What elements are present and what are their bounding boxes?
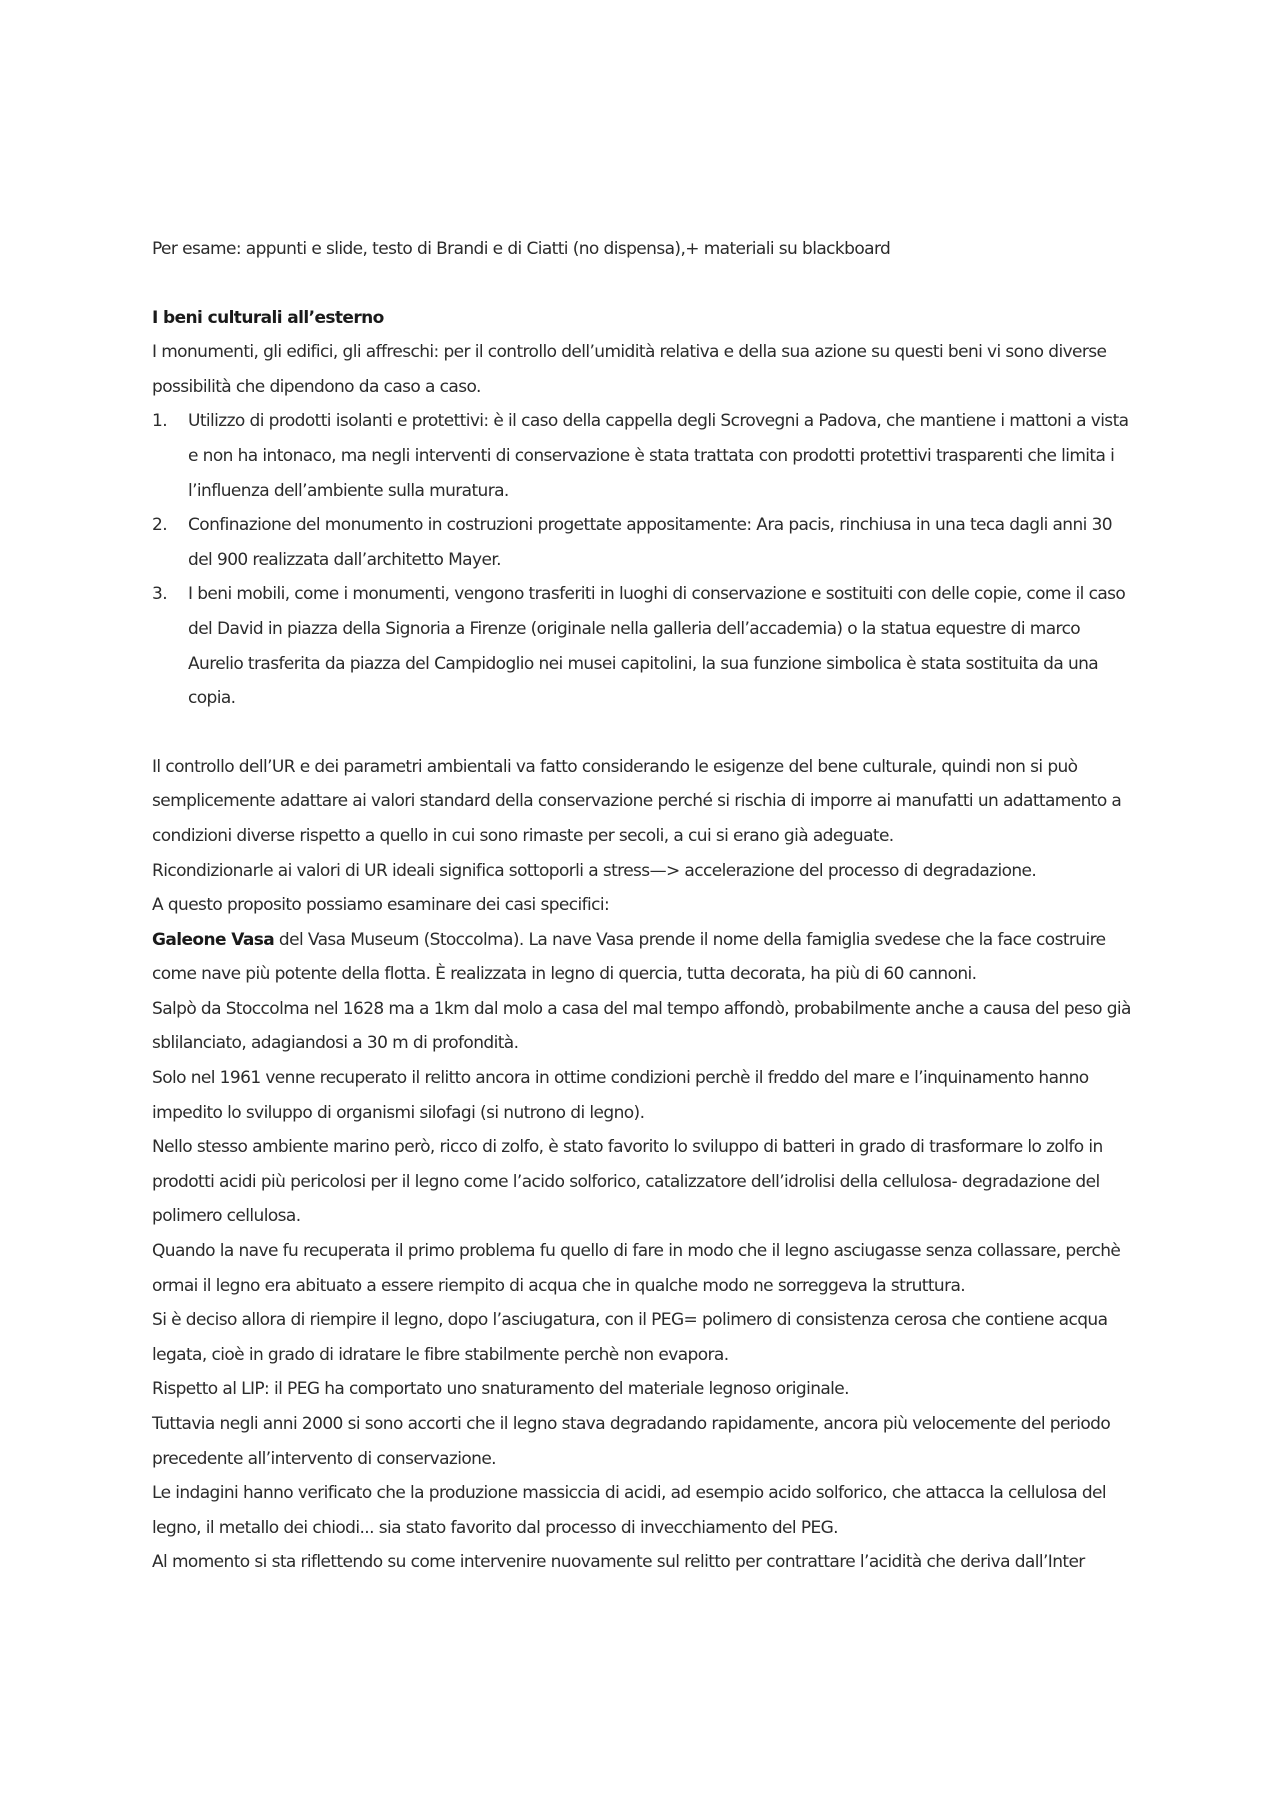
paragraph: Nello stesso ambiente marino però, ricco di zolfo, è stato favorito lo sviluppo di batteri in grado di trasformare lo zolfo in prodotti acidi più pericolosi per il legno come l’acido solforico, catalizzatore dell’idrolisi della cellulosa- degradazione del polimero cellulosa.: [152, 1137, 1103, 1227]
list-item: [152, 508, 1132, 577]
paragraph: A questo proposito possiamo esaminare dei casi specifici:: [152, 895, 610, 916]
paragraph: Rispetto al LIP: il PEG ha comportato uno snaturamento del materiale legnoso originale.: [152, 1379, 849, 1400]
paragraph: Le indagini hanno verificato che la produzione massiccia di acidi, ad esempio acido solforico, che attacca la cellulosa del legno, il metallo dei chiodi... sia stato favorito dal processo di invecchiamento del PEG.: [152, 1483, 1107, 1538]
numbered-list: [152, 404, 1132, 715]
list-text: Confinazione del monumento in costruzioni progettate appositamente: Ara pacis, rinchiusa in una teca dagli anni 30 del 900 realizzata dall’architetto Mayer.: [188, 515, 1113, 570]
list-item: [152, 577, 1132, 715]
paragraph: Salpò da Stoccolma nel 1628 ma a 1km dal molo a casa del mal tempo affondò, probabilmente anche a causa del peso già sblilanciato, adagiandosi a 30 m di profondità.: [152, 998, 1131, 1054]
spacer: [152, 267, 1132, 301]
list-number: 2.: [152, 515, 168, 536]
section-heading: I beni culturali all’esterno: [152, 307, 384, 328]
list-text: I beni mobili, come i monumenti, vengono trasferiti in luoghi di conservazione e sostituiti con delle copie, come il caso del David in piazza della Signoria a Firenze (originale nella galleria dell’accademia) o la statua equestre di marco Aurelio trasferita da piazza del Campidoglio nei musei capitolini, la sua funzione simbolica è stata sostituita da una copia.: [188, 584, 1126, 709]
spacer: [152, 716, 1132, 750]
section-lead: I monumenti, gli edifici, gli affreschi: per il controllo dell’umidità relativa e della sua azione su questi beni vi sono diverse possibilità che dipendono da caso a caso.: [152, 342, 1107, 397]
paragraph: Si è deciso allora di riempire il legno, dopo l’asciugatura, con il PEG= polimero di consistenza cerosa che contiene acqua legata, cioè in grado di idratare le fibre stabilmente perchè non evapora.: [152, 1310, 1108, 1365]
list-item: [152, 404, 1132, 508]
paragraph: Il controllo dell’UR e dei parametri ambientali va fatto considerando le esigenze del bene culturale, quindi non si può semplicemente adattare ai valori standard della conservazione perché si rischia di imporre ai manufatti un adattamento a condizioni diverse rispetto a quello in cui sono rimaste per secoli, a cui si erano già adeguate.: [152, 756, 1122, 846]
exam-note: Per esame: appunti e slide, testo di Brandi e di Ciatti (no dispensa),+ materiali su blackboard: [152, 239, 891, 259]
paragraph-text: del Vasa Museum (Stoccolma). La nave Vasa prende il nome della famiglia svedese che la face costruire come nave più potente della flotta. È realizzata in legno di quercia, tutta decorata, ha più di 60 cannoni.: [152, 929, 1106, 985]
paragraph: Quando la nave fu recuperata il primo problema fu quello di fare in modo che il legno asciugasse senza collassare, perchè ormai il legno era abituato a essere riempito di acqua che in qualche modo ne sorreggeva la struttura.: [152, 1241, 1121, 1296]
paragraph: Solo nel 1961 venne recuperato il relitto ancora in ottime condizioni perchè il freddo del mare e l’inquinamento hanno impedito lo sviluppo di organismi silofagi (si nutrono di legno).: [152, 1068, 1089, 1123]
document-page: [152, 232, 1132, 1580]
paragraph: Tuttavia negli anni 2000 si sono accorti che il legno stava degradando rapidamente, ancora più velocemente del periodo precedente all’intervento di conservazione.: [152, 1414, 1111, 1469]
list-number: 1.: [152, 411, 168, 432]
paragraph: Ricondizionarle ai valori di UR ideali significa sottoporli a stress—> accelerazione del processo di degradazione.: [152, 860, 1037, 881]
vasa-title: Galeone Vasa: [152, 929, 275, 950]
paragraph: Al momento si sta riflettendo su come intervenire nuovamente sul relitto per contrattare l’acidità che deriva dall’Inter: [152, 1552, 1085, 1573]
paragraph: [152, 923, 1132, 992]
list-text: Utilizzo di prodotti isolanti e protettivi: è il caso della cappella degli Scrovegni a Padova, che mantiene i mattoni a vista e non ha intonaco, ma negli interventi di conservazione è stata trattata con prodotti protettivi trasparenti che limita i l’influenza dell’ambiente sulla muratura.: [188, 411, 1129, 501]
list-number: 3.: [152, 584, 168, 605]
